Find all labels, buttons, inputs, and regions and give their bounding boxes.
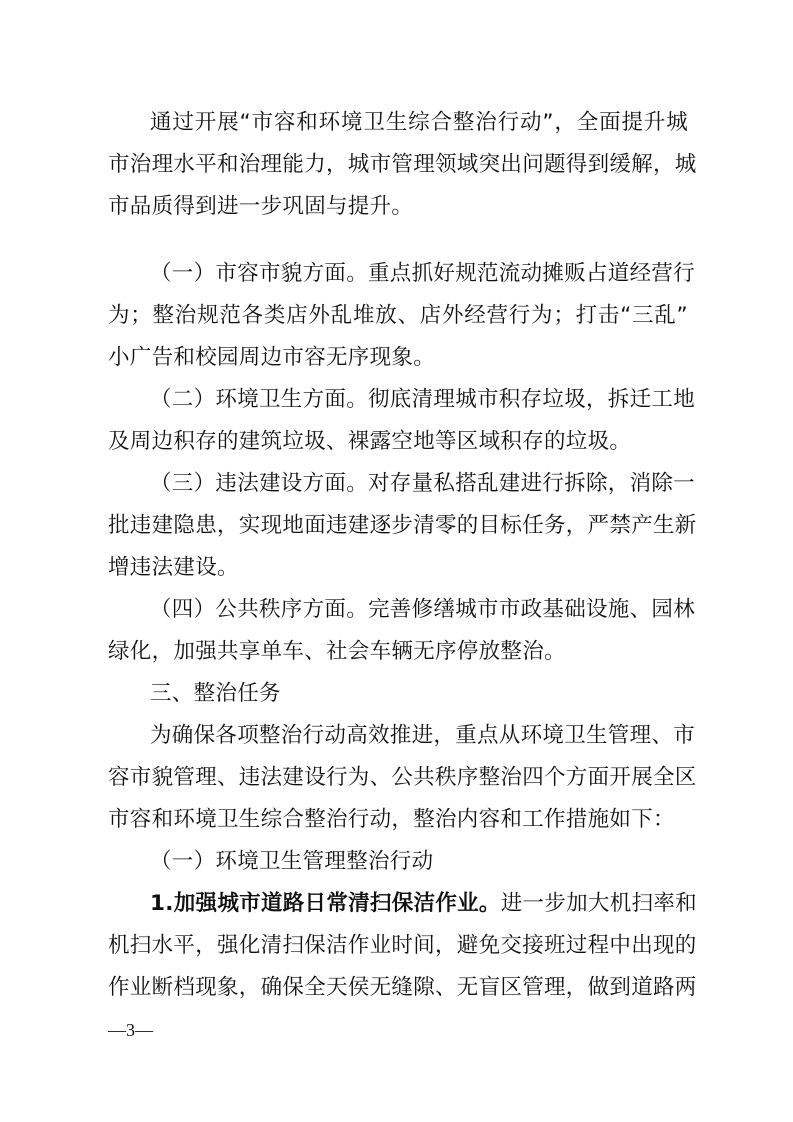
paragraph-line: （四）公共秩序方面。完善修缮城市市政基础设施、园林 — [150, 597, 696, 622]
paragraph-line: 为；整治规范各类店外乱堆放、店外经营行为；打击“三乱” — [108, 303, 688, 328]
paragraph-text: 进一步加大机扫率和 — [500, 891, 697, 916]
paragraph-line: 市治理水平和治理能力，城市管理领域突出问题得到缓解，城 — [108, 152, 697, 177]
paragraph-line: 增违法建设。 — [108, 555, 239, 580]
paragraph-line: 批违建隐患，实现地面违建逐步清零的目标任务，严禁产生新 — [108, 513, 697, 538]
paragraph-line: 及周边积存的建筑垃圾、裸露空地等区域积存的垃圾。 — [108, 429, 632, 454]
paragraph-line: 小广告和校园周边市容无序现象。 — [108, 345, 436, 370]
paragraph-line: 容市貌管理、违法建设行为、公共秩序整治四个方面开展全区 — [108, 765, 697, 790]
paragraph-line: 作业断档现象，确保全天侯无缝隙、无盲区管理，做到道路两 — [108, 975, 697, 1000]
subsection-heading: （一）环境卫生管理整治行动 — [150, 849, 434, 874]
paragraph-line: 市容和环境卫生综合整治行动，整治内容和工作措施如下： — [108, 807, 675, 832]
paragraph-line: 为确保各项整治行动高效推进，重点从环境卫生管理、市 — [150, 723, 696, 748]
paragraph-line: （一）市容市貌方面。重点抓好规范流动摊贩占道经营行 — [150, 261, 696, 286]
paragraph-line — [150, 889, 697, 919]
paragraph-line: 绿化，加强共享单车、社会车辆无序停放整治。 — [108, 639, 566, 664]
paragraph-line: （三）违法建设方面。对存量私搭乱建进行拆除，消除一 — [150, 471, 696, 496]
paragraph-line: 通过开展“市容和环境卫生综合整治行动”，全面提升城 — [150, 110, 688, 135]
paragraph-line: 市品质得到进一步巩固与提升。 — [108, 194, 414, 219]
bold-heading: 1.加强城市道路日常清扫保洁作业。 — [150, 891, 501, 916]
page-number: —3— — [108, 1020, 153, 1040]
paragraph-line: 机扫水平，强化清扫保洁作业时间，避免交接班过程中出现的 — [108, 933, 697, 958]
paragraph-line: （二）环境卫生方面。彻底清理城市积存垃圾，拆迁工地 — [150, 387, 696, 412]
section-heading: 三、整治任务 — [150, 681, 281, 706]
